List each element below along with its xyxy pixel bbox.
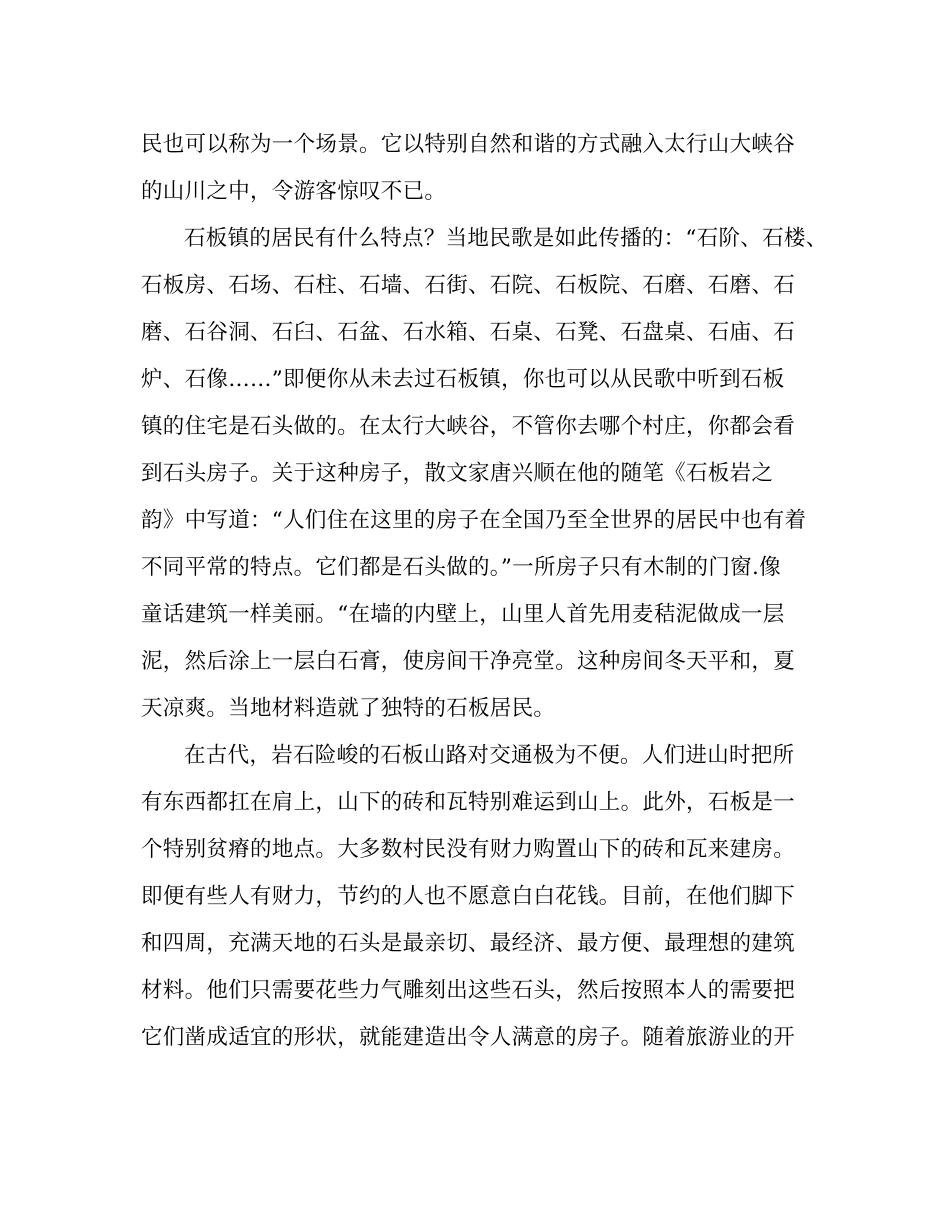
- text-line: 它们凿成适宜的形状，就能建造出令人满意的房子。随着旅游业的开: [141, 1025, 796, 1050]
- text-line: 不同平常的特点。它们都是石头做的。”一所房子只有木制的门窗.像: [141, 555, 781, 580]
- text-line: 民也可以称为一个场景。它以特别自然和谐的方式融入太行山大峡谷: [141, 132, 796, 157]
- text-line: 和四周，充满天地的石头是最亲切、最经济、最方便、最理想的建筑: [141, 931, 796, 956]
- text-line: 到石头房子。关于这种房子，散文家唐兴顺在他的随笔《石板岩之: [141, 461, 774, 486]
- text-line: 石板镇的居民有什么特点？当地民歌是如此传播的：“石阶、石楼、: [184, 226, 828, 251]
- text-line: 的山川之中，令游客惊叹不已。: [141, 179, 447, 204]
- text-line: 童话建筑一样美丽。“在墙的内壁上，山里人首先用麦秸泥做成一层: [141, 602, 785, 627]
- text-line: 泥，然后涂上一层白石膏，使房间干净亮堂。这种房间冬天平和，夏: [141, 649, 796, 674]
- text-line: 石板房、石场、石柱、石墙、石街、石院、石板院、石磨、石磨、石: [141, 273, 796, 298]
- text-line: 材料。他们只需要花些力气雕刻出这些石头，然后按照本人的需要把: [141, 978, 796, 1003]
- text-line: 磨、石谷洞、石臼、石盆、石水箱、石桌、石凳、石盘桌、石庙、石: [141, 320, 796, 345]
- text-line: 天凉爽。当地材料造就了独特的石板居民。: [141, 696, 556, 721]
- text-line: 韵》中写道：“人们住在这里的房子在全国乃至全世界的居民中也有着: [141, 508, 807, 533]
- text-line: 有东西都扛在肩上，山下的砖和瓦特别难运到山上。此外，石板是一: [141, 790, 796, 815]
- text-line: 镇的住宅是石头做的。在太行大峡谷，不管你去哪个村庄，你都会看: [141, 414, 796, 439]
- text-line: 在古代，岩石险峻的石板山路对交通极为不便。人们进山时把所: [184, 743, 795, 768]
- body-text: [141, 121, 828, 1061]
- text-line: 即便有些人有财力，节约的人也不愿意白白花钱。目前，在他们脚下: [141, 884, 796, 909]
- text-line: 个特别贫瘠的地点。大多数村民没有财力购置山下的砖和瓦来建房。: [141, 837, 796, 862]
- text-line: 炉、石像……”即便你从未去过石板镇，你也可以从民歌中听到石板: [141, 367, 785, 392]
